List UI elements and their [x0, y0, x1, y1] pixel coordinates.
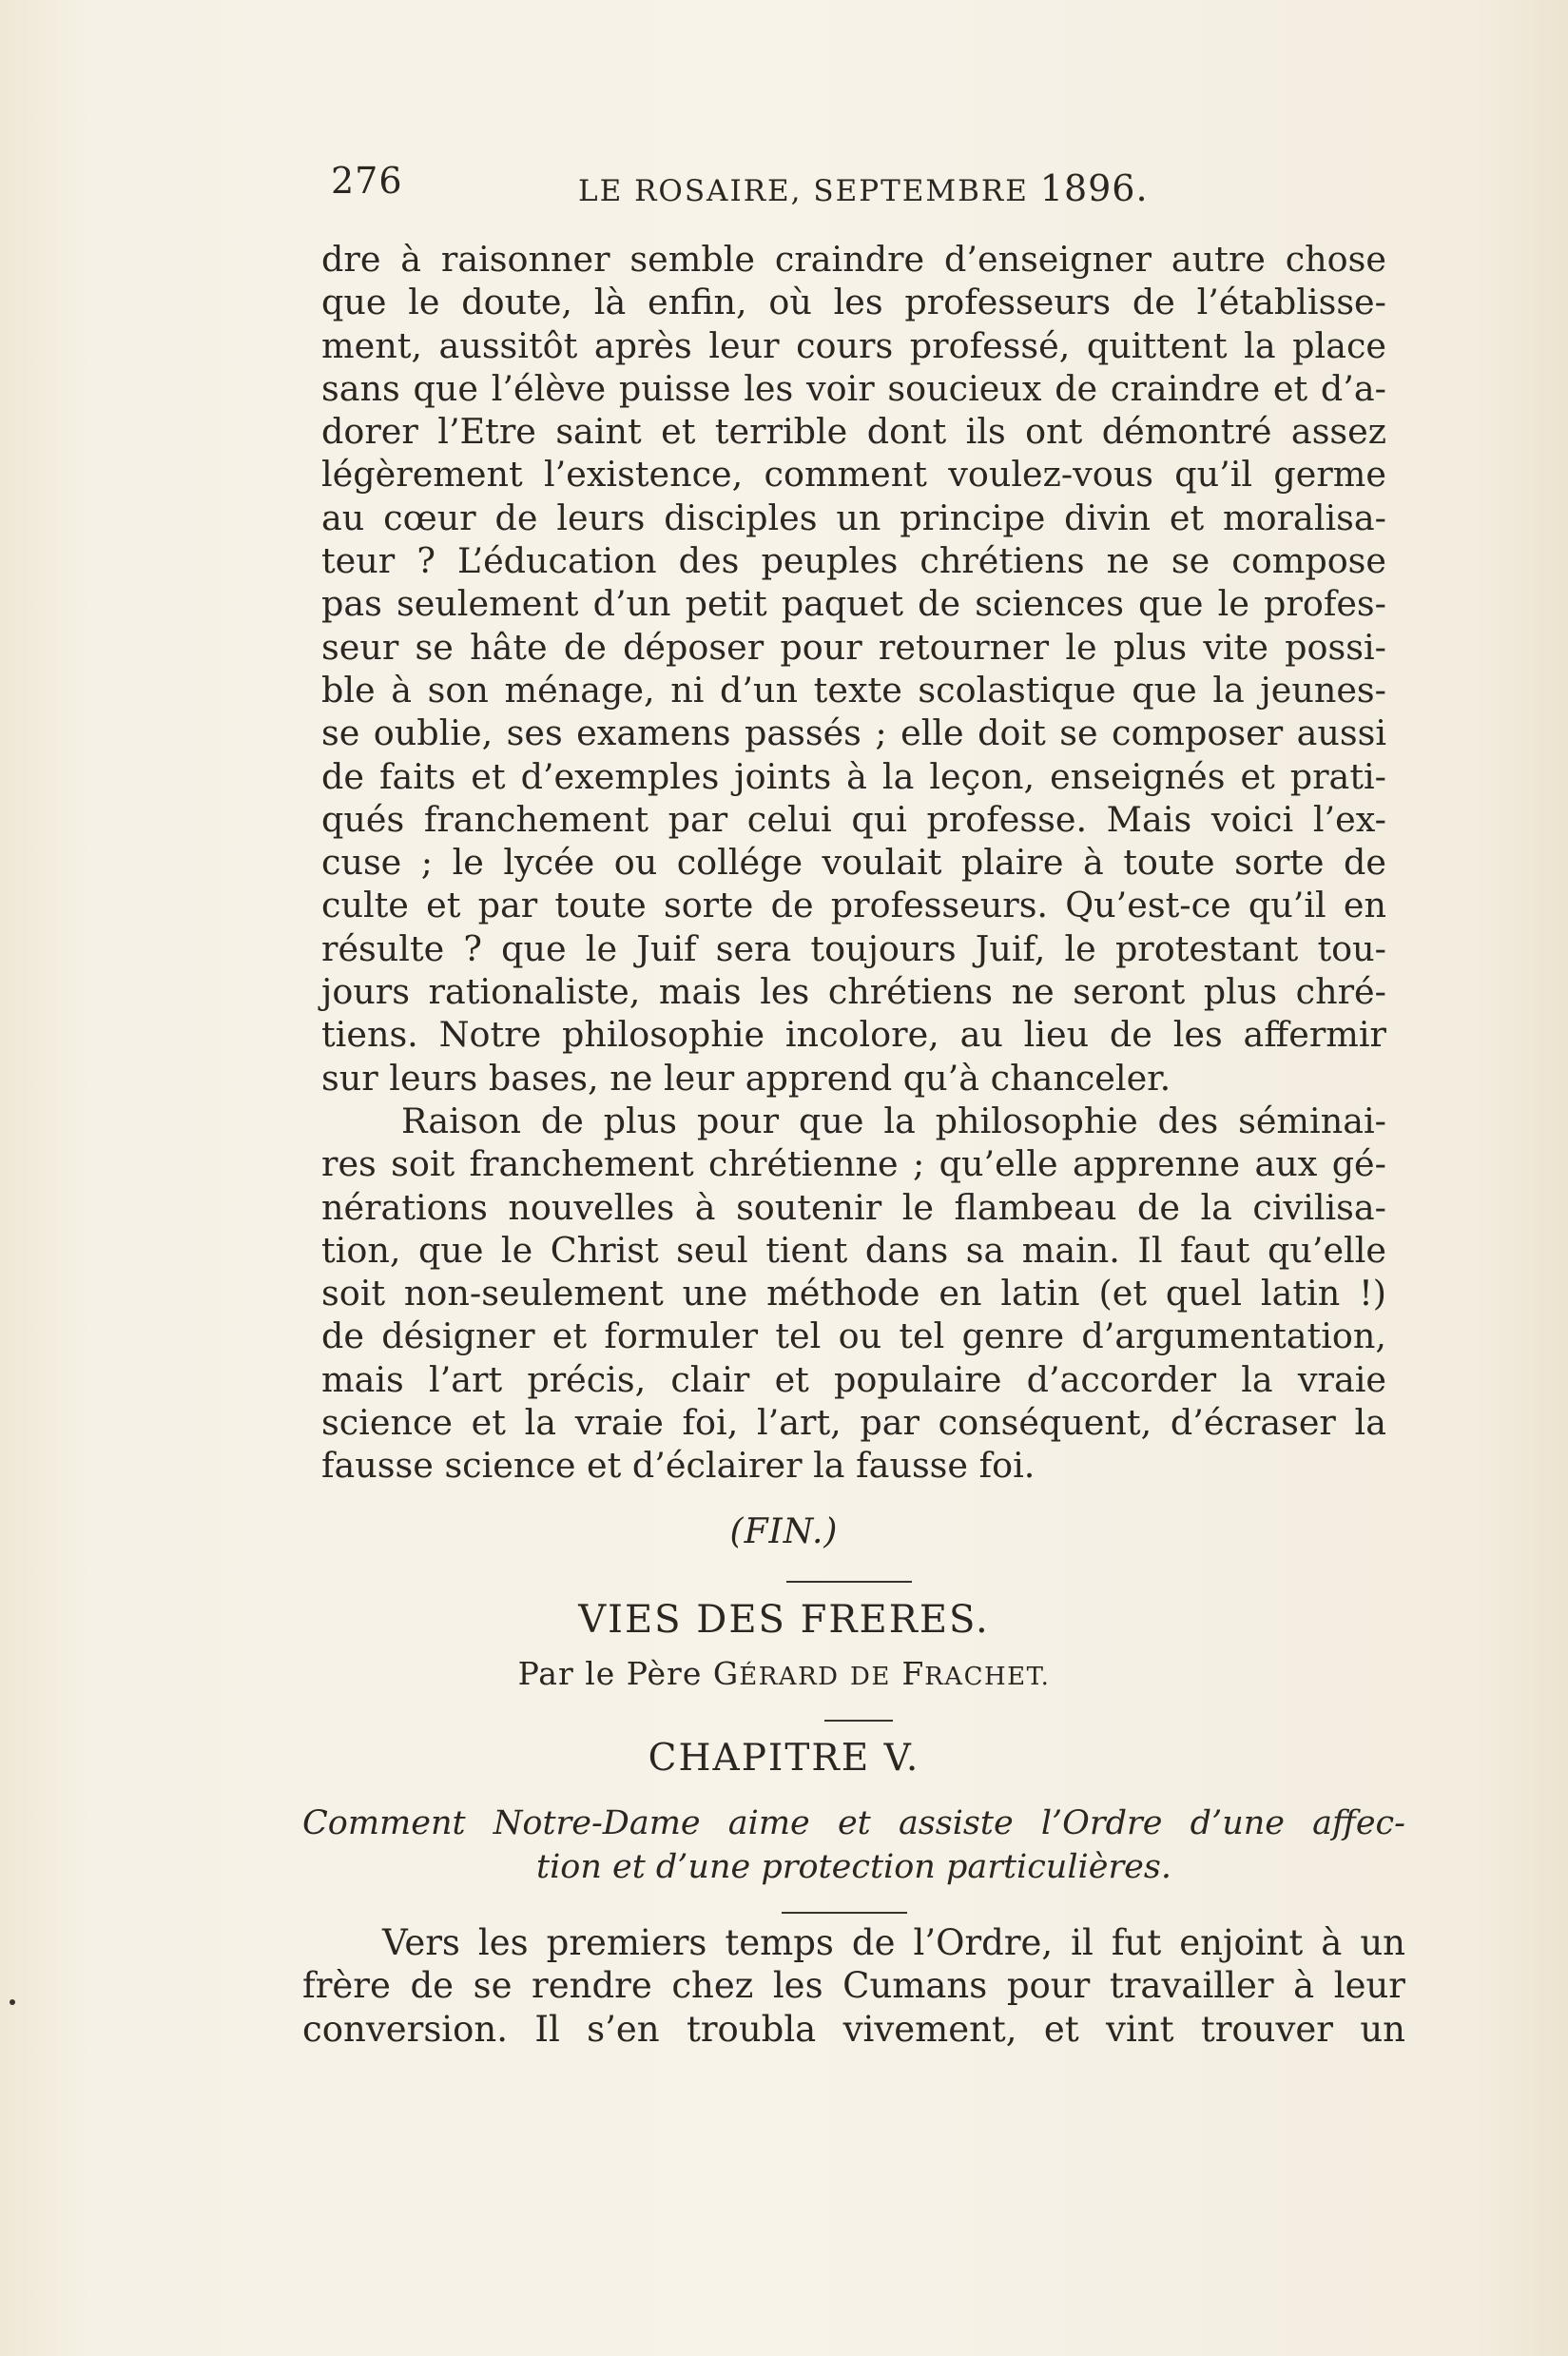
text-line: pas seulement d’un petit paquet de sciences que le profes-	[321, 583, 1386, 625]
chapter-title: CHAPITRE V.	[648, 1737, 920, 1780]
text-line: résulte ? que le Juif sera toujours Juif, le protestant tou-	[321, 927, 1386, 969]
running-head-year: 1896.	[1039, 167, 1149, 209]
text-line: mais l’art précis, clair et populaire d’accorder la vraie	[321, 1358, 1386, 1400]
text-line: Raison de plus pour que la philosophie des séminai-	[401, 1100, 1386, 1141]
text-line: jours rationaliste, mais les chrétiens ne seront plus chré-	[321, 971, 1386, 1013]
page-header	[0, 160, 1568, 207]
text-line: seur se hâte de déposer pour retourner le plus vite possi-	[321, 626, 1386, 668]
chapter-subtitle-line: Comment Notre-Dame aime et assiste l’Ordre d’une affec-	[302, 1804, 1405, 1842]
text-line: se oublie, ses examens passés ; elle doit se composer aussi	[321, 712, 1386, 754]
text-line: culte et par toute sorte de professeurs. Qu’est-ce qu’il en	[321, 885, 1386, 926]
text-line: que le doute, là enfin, où les professeurs de l’établisse-	[321, 282, 1386, 323]
separator-rule	[824, 1720, 893, 1722]
text-line: science et la vraie foi, l’art, par conséquent, d’écraser la	[321, 1402, 1386, 1444]
chapter-text	[302, 1921, 1405, 2051]
text-line: dre à raisonner semble craindre d’enseigner autre chose	[321, 239, 1386, 280]
text-line: au cœur de leurs disciples un principe divin et moralisa-	[321, 497, 1386, 538]
text-line: qués franchement par celui qui professe. Mais voici l’ex-	[321, 798, 1386, 840]
text-line: dorer l’Etre saint et terrible dont ils ont démontré assez	[321, 411, 1386, 453]
margin-dot	[10, 1999, 15, 2005]
separator-rule	[782, 1912, 907, 1914]
chapter-subtitle-line: tion et d’une protection particulières.	[536, 1848, 1171, 1886]
author-particle: DE	[850, 1663, 891, 1691]
text-line: ment, aussitôt après leur cours professé, quittent la place	[321, 324, 1386, 366]
author-prefix: Par le Père	[517, 1655, 703, 1692]
running-head-title: LE ROSAIRE, SEPTEMBRE	[578, 174, 1029, 208]
text-line: fausse science et d’éclairer la fausse foi.	[321, 1445, 1036, 1487]
text-line: tiens. Notre philosophie incolore, au lieu de les affermir	[321, 1014, 1386, 1056]
text-line: ble à son ménage, ni d’un texte scolastique que la jeunes-	[321, 669, 1386, 711]
text-line: soit non-seulement une méthode en latin (et quel latin !)	[321, 1273, 1386, 1314]
text-line: de faits et d’exemples joints à la leçon, enseignés et prati-	[321, 755, 1386, 797]
text-line: cuse ; le lycée ou collége voulait plaire à toute sorte de	[321, 842, 1386, 884]
text-line: frère de se rendre chez les Cumans pour travailler à leur	[302, 1965, 1405, 2007]
end-mark: (FIN.)	[729, 1512, 839, 1551]
text-line: conversion. Il s’en troubla vivement, et vint trouver un	[302, 2008, 1405, 2050]
text-line: sur leurs bases, ne leur apprend qu’à chanceler.	[321, 1057, 1171, 1099]
text-line: teur ? L’éducation des peuples chrétiens ne se compose	[321, 540, 1386, 582]
running-head	[578, 167, 1149, 209]
chapter-subtitle	[302, 1801, 1405, 1889]
author-surname: FRACHET.	[901, 1655, 1051, 1692]
page-number: 276	[331, 160, 403, 202]
author-line	[0, 1655, 1568, 1692]
text-line: nérations nouvelles à soutenir le flambeau de la civilisa-	[321, 1186, 1386, 1228]
author-first-name: GÉRARD	[712, 1655, 840, 1692]
text-line: Vers les premiers temps de l’Ordre, il fut enjoint à un	[382, 1922, 1405, 1963]
text-line: sans que l’élève puisse les voir soucieux de craindre et d’a-	[321, 367, 1386, 409]
section-title: VIES DES FRERES.	[578, 1598, 990, 1642]
separator-rule	[786, 1581, 912, 1583]
text-line: tion, que le Christ seul tient dans sa main. Il faut qu’elle	[321, 1229, 1386, 1271]
text-line: res soit franchement chrétienne ; qu’elle apprenne aux gé-	[321, 1143, 1386, 1185]
text-line: légèrement l’existence, comment voulez-vous qu’il germe	[321, 454, 1386, 496]
text-line: de désigner et formuler tel ou tel genre d’argumentation,	[321, 1315, 1386, 1357]
body-text	[321, 238, 1386, 1488]
